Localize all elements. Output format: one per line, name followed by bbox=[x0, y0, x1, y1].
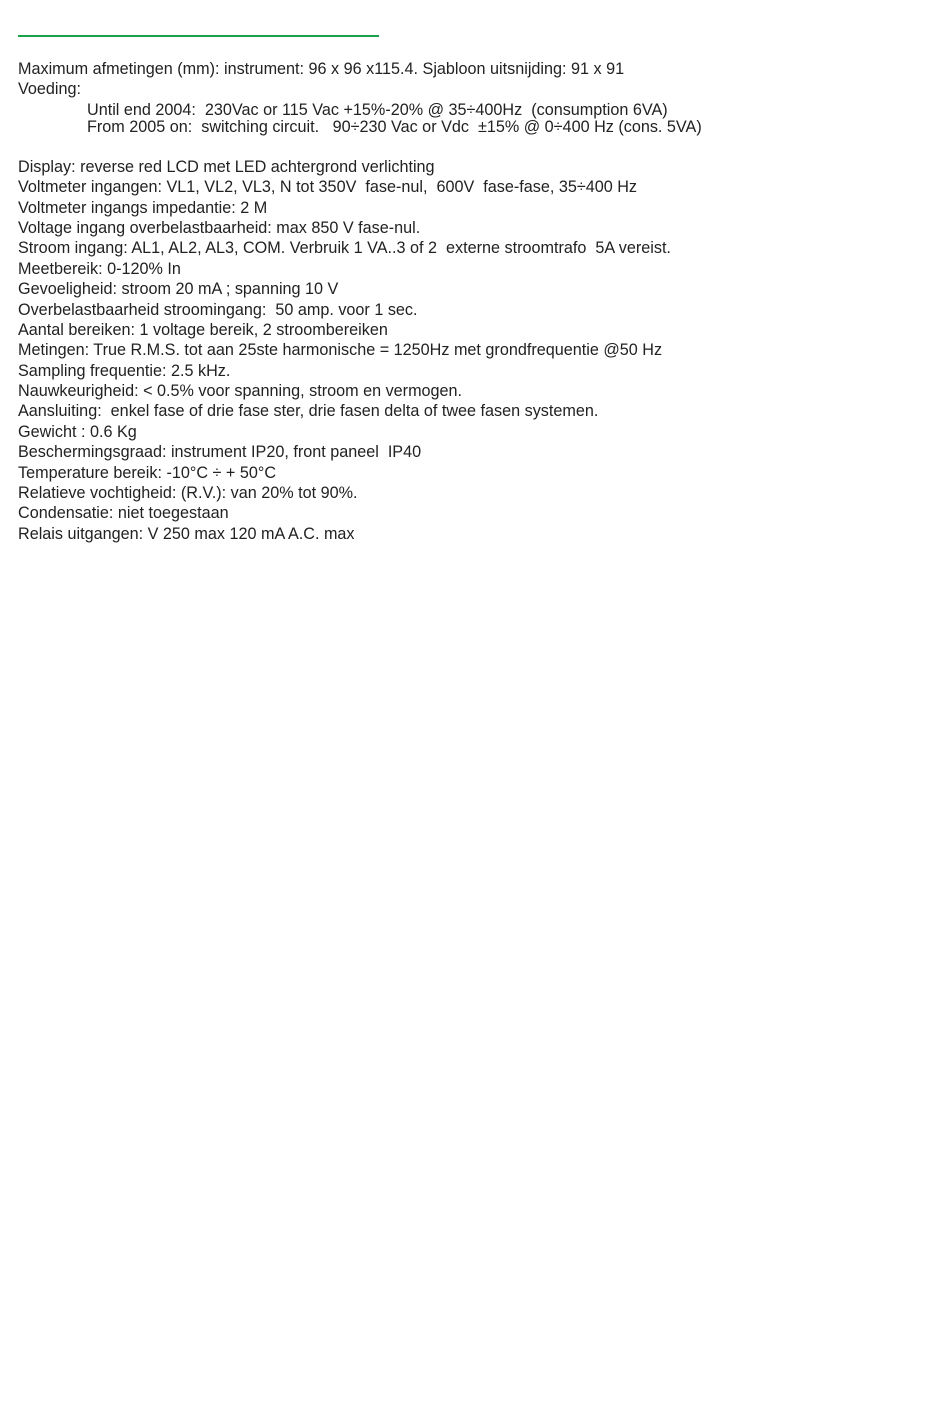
spec-sampling: Sampling frequentie: 2.5 kHz. bbox=[18, 361, 231, 380]
spec-measurements: Metingen: True R.M.S. tot aan 25ste harmonische = 1250Hz met grondfrequentie @50 Hz bbox=[18, 341, 663, 360]
spec-accuracy: Nauwkeurigheid: < 0.5% voor spanning, stroom en vermogen. bbox=[18, 382, 463, 401]
spec-condensation: Condensatie: niet toegestaan bbox=[18, 504, 229, 523]
spec-current-overload: Overbelastbaarheid stroomingang: 50 amp. voor 1 sec. bbox=[18, 300, 418, 319]
spec-list bbox=[18, 59, 918, 544]
spec-current-input: Stroom ingang: AL1, AL2, AL3, COM. Verbruik 1 VA..3 of 2 externe stroomtrafo 5A vereist. bbox=[18, 239, 671, 258]
spec-voltage-overload: Voltage ingang overbelastbaarheid: max 850 V fase-nul. bbox=[18, 218, 421, 237]
spec-voltmeter-inputs: Voltmeter ingangen: VL1, VL2, VL3, N tot 350V fase-nul, 600V fase-fase, 35÷400 Hz bbox=[18, 178, 637, 197]
spec-protection: Beschermingsgraad: instrument IP20, front paneel IP40 bbox=[18, 443, 422, 462]
spec-supply-line: Until end 2004: 230Vac or 115 Vac +15%-20% @ 35÷400Hz (consumption 6VA) bbox=[87, 100, 668, 119]
header-rule bbox=[18, 35, 379, 37]
spec-relay-outputs: Relais uitgangen: V 250 max 120 mA A.C. max bbox=[18, 524, 355, 543]
spec-temperature: Temperature bereik: -10°C ÷ + 50°C bbox=[18, 463, 277, 482]
spec-ranges-count: Aantal bereiken: 1 voltage bereik, 2 stroombereiken bbox=[18, 320, 388, 339]
spec-weight: Gewicht : 0.6 Kg bbox=[18, 422, 137, 441]
spec-voltmeter-impedance: Voltmeter ingangs impedantie: 2 M bbox=[18, 198, 268, 217]
spacer bbox=[18, 136, 918, 157]
spec-humidity: Relatieve vochtigheid: (R.V.): van 20% tot 90%. bbox=[18, 484, 358, 503]
spec-range: Meetbereik: 0-120% In bbox=[18, 259, 181, 278]
spec-dimensions: Maximum afmetingen (mm): instrument: 96 x 96 x115.4. Sjabloon uitsnijding: 91 x 91 bbox=[18, 60, 625, 78]
spec-display: Display: reverse red LCD met LED achtergrond verlichting bbox=[18, 157, 435, 176]
spec-sensitivity: Gevoeligheid: stroom 20 mA ; spanning 10 V bbox=[18, 280, 339, 299]
spec-supply-label: Voeding: bbox=[18, 80, 82, 99]
spec-supply-line: From 2005 on: switching circuit. 90÷230 Vac or Vdc ±15% @ 0÷400 Hz (cons. 5VA) bbox=[87, 117, 702, 136]
spec-connection: Aansluiting: enkel fase of drie fase ster, drie fasen delta of twee fasen systemen. bbox=[18, 402, 599, 421]
